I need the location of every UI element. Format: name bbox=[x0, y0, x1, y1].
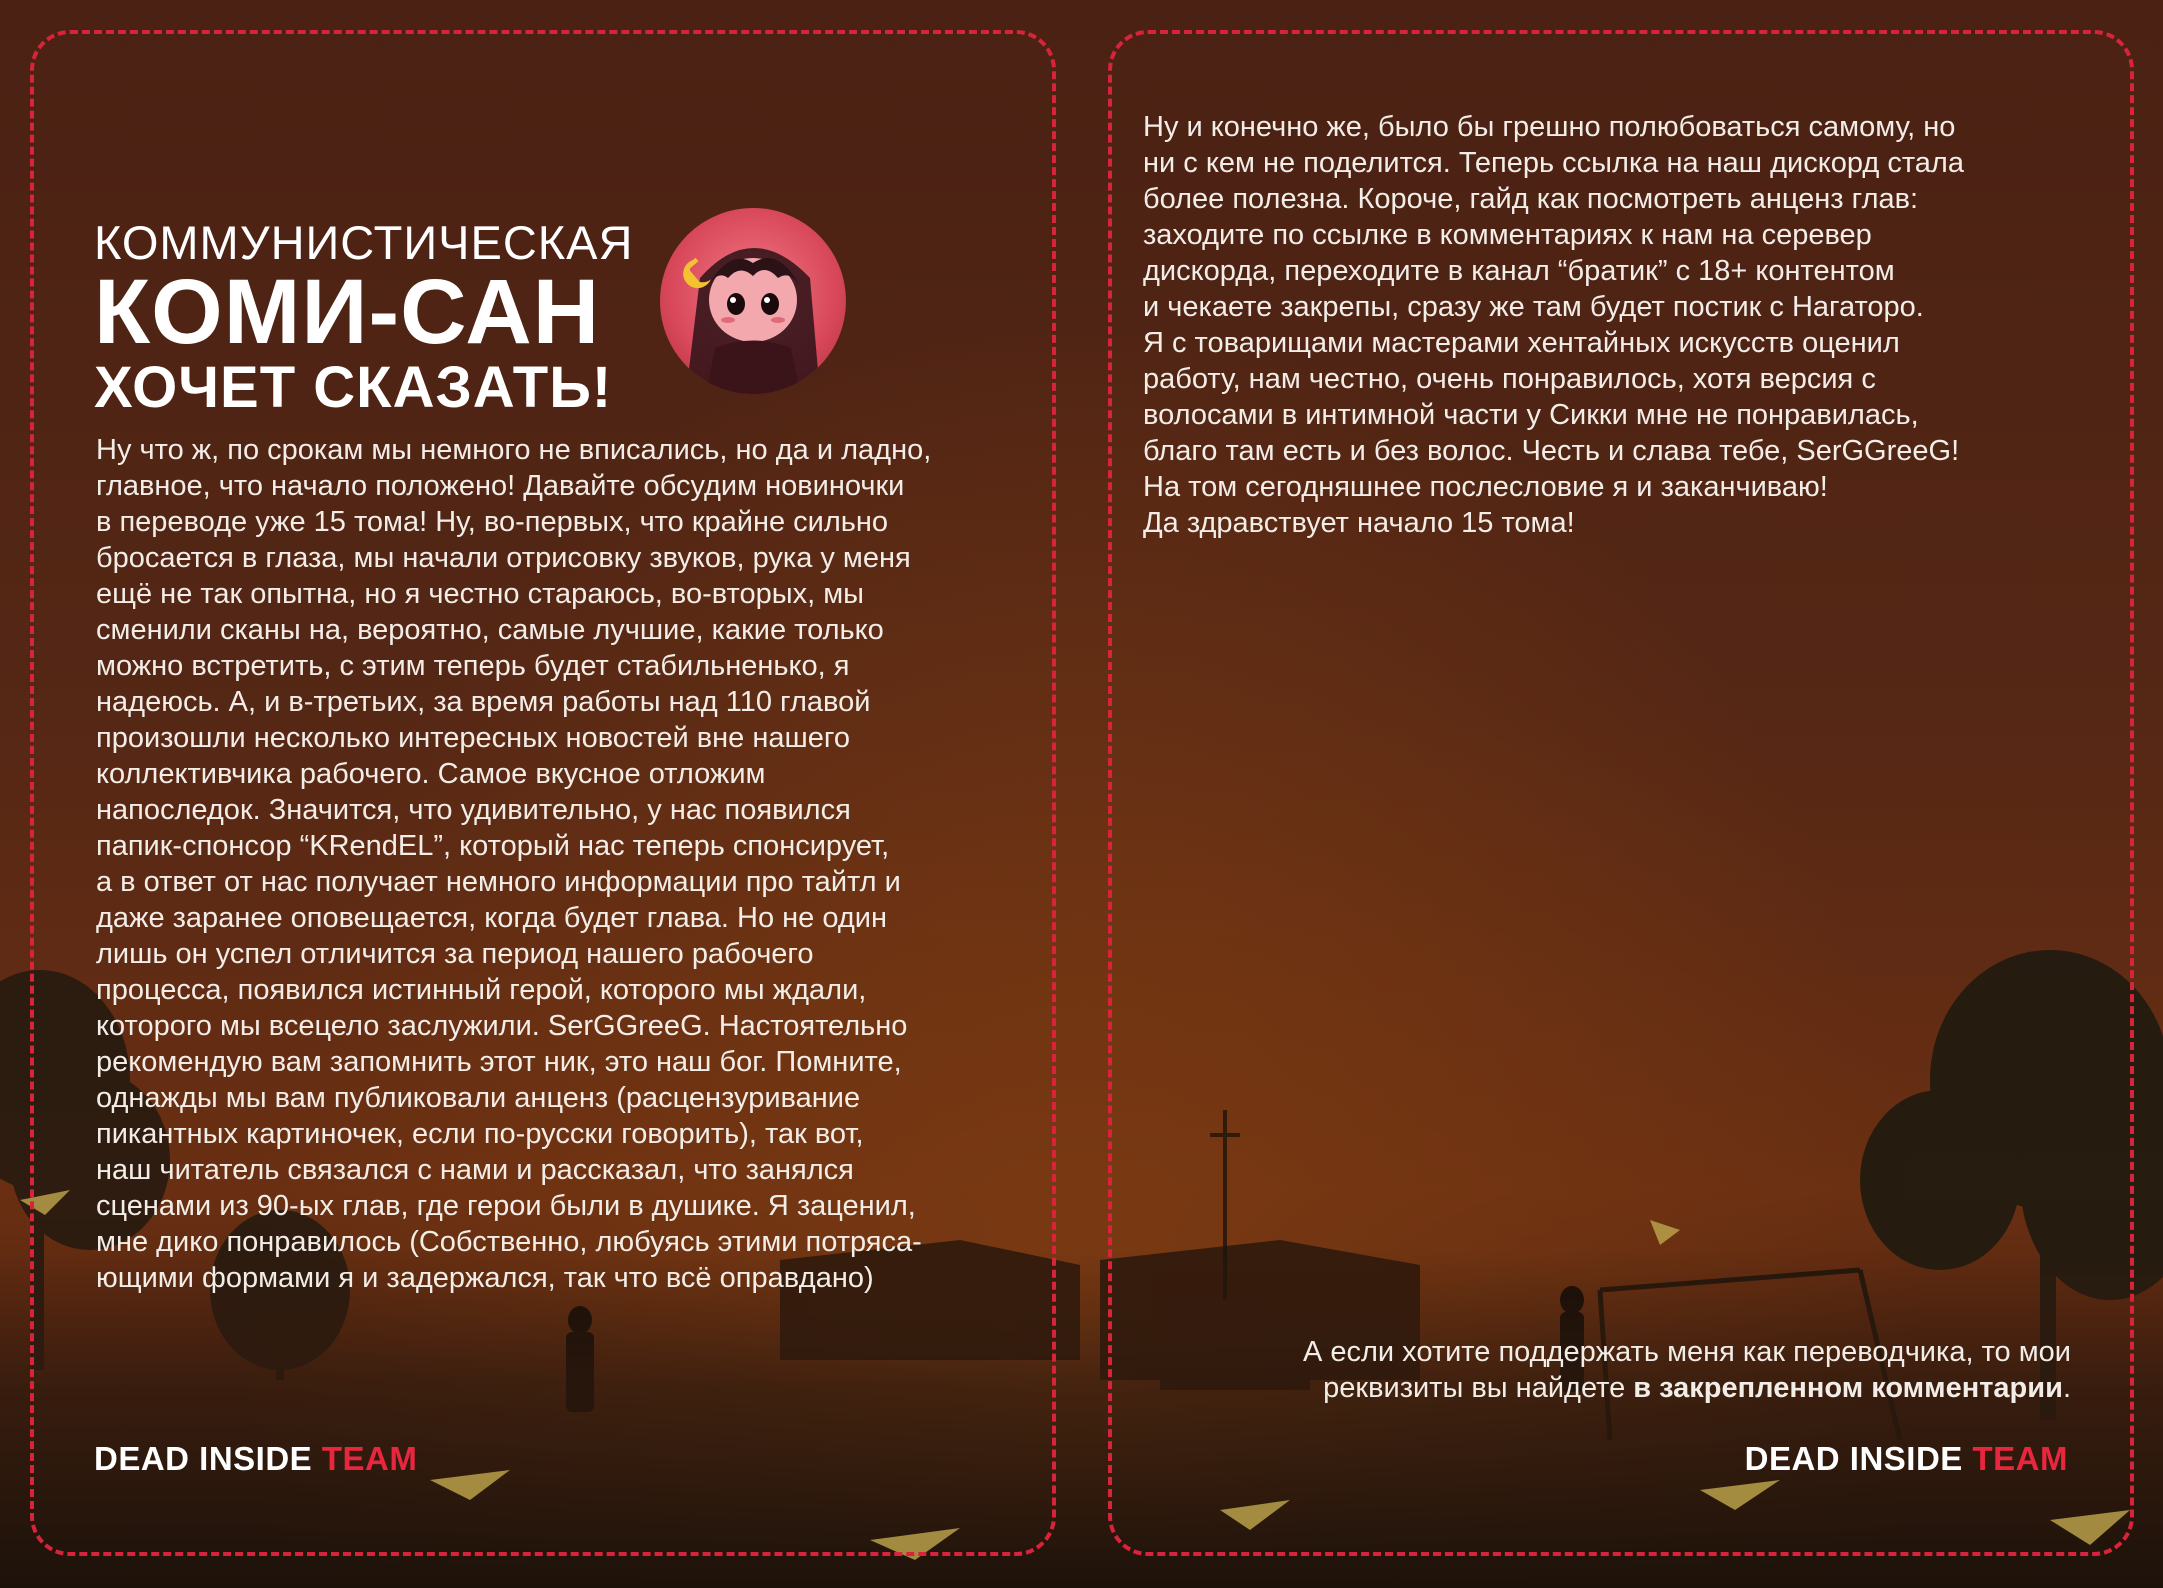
left-body-line: в переводе уже 15 тома! Ну, во-первых, что крайне сильно bbox=[96, 506, 889, 538]
left-body-line: ющими формами я и задержался, так что всё оправдано) bbox=[96, 1262, 874, 1294]
left-body-line: рекомендую вам запомнить этот ник, это наш бог. Помните, bbox=[96, 1046, 902, 1078]
left-body-line: однажды мы вам публиковали анценз (расцензуривание bbox=[96, 1082, 861, 1114]
left-body-line: надеюсь. А, и в-третьих, за время работы над 110 главой bbox=[96, 686, 871, 718]
support-line-2 bbox=[1171, 1370, 2071, 1406]
title-line-1: КОММУНИСТИЧЕСКАЯ bbox=[94, 216, 634, 269]
left-body-line: ещё не так опытна, но я честно стараюсь, во-вторых, мы bbox=[96, 578, 865, 610]
left-body-line: сменили сканы на, вероятно, самые лучшие, какие только bbox=[96, 614, 884, 646]
brand-right-red: TEAM bbox=[1972, 1440, 2068, 1477]
brand-left-red: TEAM bbox=[321, 1440, 418, 1477]
pinned-comment-link: в закрепленном комментарии bbox=[1633, 1372, 2063, 1404]
right-body-line: волосами в интимной части у Сикки мне не понравилась, bbox=[1143, 399, 1919, 431]
right-body-line: благо там есть и без волос. Честь и слава тебе, SerGGreeG! bbox=[1143, 435, 1960, 467]
support-line-2-suffix: . bbox=[2062, 1372, 2071, 1404]
left-body-line: пикантных картиночек, если по-русски говорить), так вот, bbox=[96, 1118, 864, 1150]
left-body-line: которого мы всецело заслужили. SerGGreeG. Настоятельно bbox=[96, 1010, 908, 1042]
right-body-line: ни с кем не поделится. Теперь ссылка на наш дискорд стала bbox=[1143, 147, 1964, 179]
left-body-line: произошли несколько интересных новостей вне нашего bbox=[96, 722, 850, 754]
left-body-line: Ну что ж, по срокам мы немного не вписались, но да и ладно, bbox=[96, 434, 932, 466]
left-body-line: бросается в глаза, мы начали отрисовку звуков, рука у меня bbox=[96, 542, 911, 574]
left-body-text bbox=[96, 432, 1026, 1296]
right-body-line: Я с товарищами мастерами хентайных искусств оценил bbox=[1143, 327, 1900, 359]
support-note bbox=[1171, 1334, 2071, 1406]
brand-right-white: DEAD INSIDE bbox=[1744, 1440, 1963, 1477]
left-body-line: можно встретить, с этим теперь будет стабильненько, я bbox=[96, 650, 850, 682]
support-line-1: А если хотите поддержать меня как переводчика, то мои bbox=[1302, 1336, 2071, 1368]
left-body-line: напоследок. Значится, что удивительно, у нас появился bbox=[96, 794, 851, 826]
right-body-line: работу, нам честно, очень понравилось, хотя версия с bbox=[1143, 363, 1876, 395]
title-block bbox=[94, 218, 654, 420]
left-body-line: сценами из 90-ых глав, где герои были в душике. Я заценил, bbox=[96, 1190, 916, 1222]
left-body-line: папик-спонсор “KRendEL”, который нас теперь спонсирует, bbox=[96, 830, 890, 862]
left-body-line: наш читатель связался с нами и рассказал, что занялся bbox=[96, 1154, 854, 1186]
right-body-line: и чекаете закрепы, сразу же там будет постик с Нагаторо. bbox=[1143, 291, 1924, 323]
avatar bbox=[660, 208, 846, 394]
right-body-line: более полезна. Короче, гайд как посмотреть анценз глав: bbox=[1143, 183, 1919, 215]
left-body-line: главное, что начало положено! Давайте обсудим новиночки bbox=[96, 470, 905, 502]
left-body-line: коллективчика рабочего. Самое вкусное отложим bbox=[96, 758, 766, 790]
brand-right bbox=[1745, 1440, 2068, 1478]
brand-left-white: DEAD INSIDE bbox=[94, 1440, 313, 1477]
left-body-line: процесса, появился истинный герой, которого мы ждали, bbox=[96, 974, 867, 1006]
brand-left bbox=[94, 1440, 417, 1478]
right-body-line: Да здравствует начало 15 тома! bbox=[1143, 507, 1575, 539]
right-body-line: заходите по ссылке в комментариях к нам на серевер bbox=[1143, 219, 1872, 251]
left-body-line: мне дико понравилось (Собственно, любуясь этими потряса- bbox=[96, 1226, 922, 1258]
left-body-line: даже заранее оповещается, когда будет глава. Но не один bbox=[96, 902, 887, 934]
title-line-2: КОМИ-САН bbox=[94, 261, 601, 363]
right-body-text bbox=[1143, 109, 2093, 541]
left-body-line: лишь он успел отличится за период нашего рабочего bbox=[96, 938, 814, 970]
left-body-line: а в ответ от нас получает немного информации про тайтл и bbox=[96, 866, 901, 898]
title-line-3: ХОЧЕТ СКАЗАТЬ! bbox=[94, 355, 613, 420]
right-body-line: На том сегодняшнее послесловие я и заканчиваю! bbox=[1143, 471, 1828, 503]
support-line-2-prefix: реквизиты вы найдете bbox=[1323, 1372, 1634, 1404]
komi-portrait-icon bbox=[660, 208, 846, 394]
right-body-line: дискорда, переходите в канал “братик” с 18+ контентом bbox=[1143, 255, 1895, 287]
right-body-line: Ну и конечно же, было бы грешно полюбоваться самому, но bbox=[1143, 111, 1956, 143]
